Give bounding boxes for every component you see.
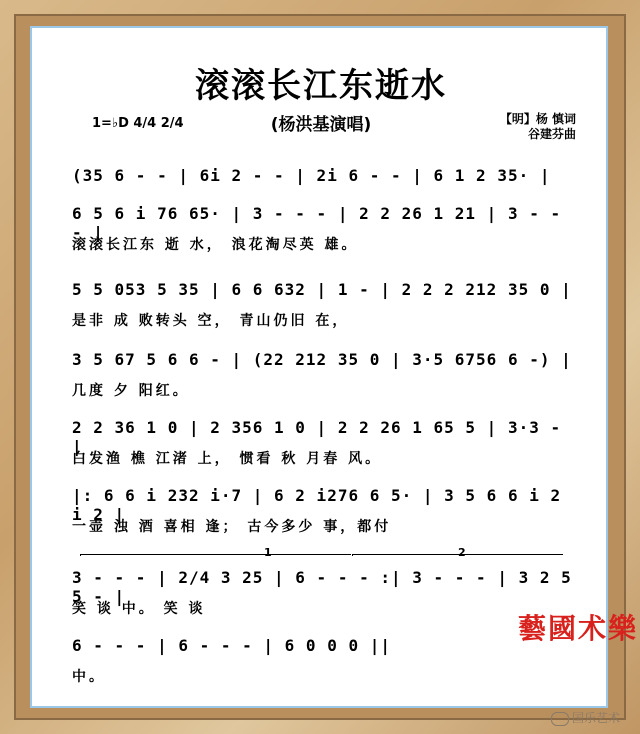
lyrics-line: 几度 夕 阳红。 xyxy=(72,383,190,399)
notation-line: 6 - - - | 6 - - - | 6 0 0 0 || xyxy=(72,636,391,655)
notation-line: 3 5 67 5 6 6 - | (22 212 35 0 | 3·5 6756 6 -) | xyxy=(72,350,572,369)
seal-stamp: 藝國术樂 xyxy=(518,612,639,645)
lyrics-line: 一壶 浊 酒 喜相 逢； 古今多少 事，都付 xyxy=(72,519,392,535)
song-title: 滚滚长江东逝水 xyxy=(195,66,447,106)
lyricist-credit: 【明】杨 慎词 xyxy=(499,112,576,126)
volta-bracket-1 xyxy=(80,554,351,556)
lyrics-line: 是非 成 败转头 空， 青山仍旧 在， xyxy=(72,313,350,329)
watermark-text: 国乐艺术 xyxy=(571,711,620,725)
singer-subtitle: (杨洪基演唱) xyxy=(270,115,372,135)
notation-line: (35 6 - - | 6i 2 - - | 2i 6 - - | 6 1 2 35· | xyxy=(72,166,551,185)
volta-number-1: 1 xyxy=(264,546,272,559)
wechat-icon xyxy=(551,712,569,726)
volta-number-2: 2 xyxy=(458,546,466,559)
lyrics-line: 滚滚长江东 逝 水， 浪花淘尽英 雄。 xyxy=(72,237,359,253)
lyrics-line: 中。 xyxy=(72,669,106,685)
score-sheet xyxy=(30,26,639,708)
credits xyxy=(500,112,576,142)
composer-credit: 谷建芬曲 xyxy=(527,127,576,141)
lyrics-line: 笑 谈 中。 笑 谈 xyxy=(72,601,206,617)
watermark xyxy=(551,709,620,726)
notation-line: |: 6 6 i 232 i·7 | 6 2 i276 6 5· | 3 5 6 6 i 2 i 2 | xyxy=(72,486,562,524)
lyrics-line: 白发渔 樵 江渚 上， 惯看 秋 月春 风。 xyxy=(72,451,383,467)
notation-line: 3 - - - | 2/4 3 25 | 6 - - - :| 3 - - - | 3 2 5 5 - | xyxy=(72,568,572,606)
notation-line: 2 2 36 1 0 | 2 356 1 0 | 2 2 26 1 65 5 | 3·3 - | xyxy=(72,418,562,456)
notation-line: 5 5 053 5 35 | 6 6 632 | 1 - | 2 2 2 212 35 0 | xyxy=(72,280,572,299)
key-signature: 1=♭D 4/4 2/4 xyxy=(92,116,184,131)
notation-line: 6 5 6 i 76 65· | 3 - - - | 2 2 26 1 21 | 3 - - - | xyxy=(72,204,562,242)
